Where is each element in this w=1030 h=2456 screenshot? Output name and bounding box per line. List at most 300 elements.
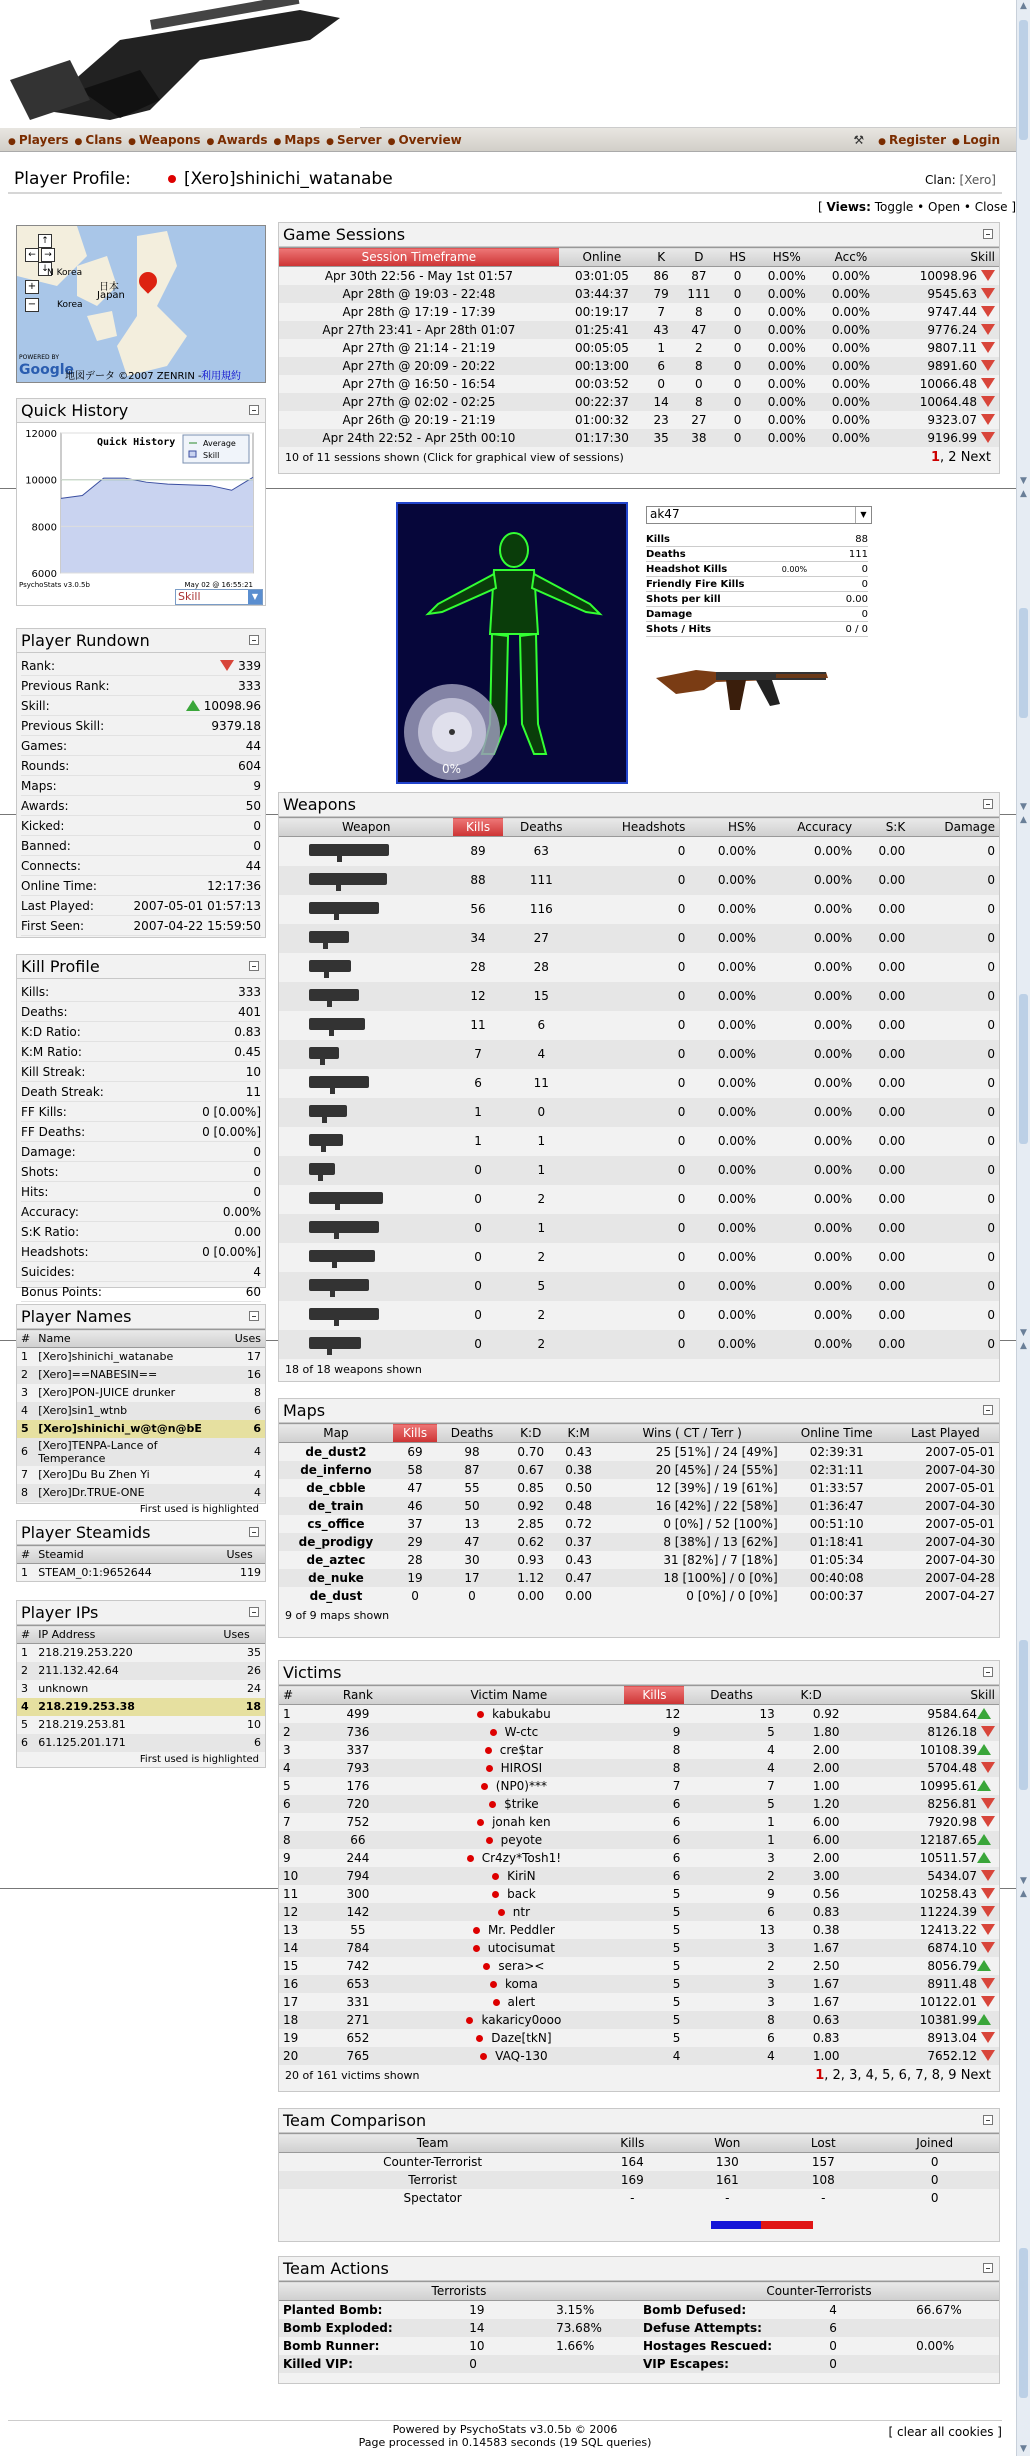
table-row[interactable]	[17, 1366, 265, 1384]
table-cell: 10	[247, 1718, 261, 1731]
weapon-cell: 0	[677, 1250, 686, 1264]
y-tick-label: 10000	[25, 475, 57, 487]
weapon-icon[interactable]	[309, 960, 351, 972]
victim-name-link[interactable]: W-ctc	[504, 1724, 539, 1739]
victims-pager[interactable]: 1, 2, 3, 4, 5, 6, 7, 8, 9 Next	[815, 2067, 991, 2083]
victim-cell: 0.83	[812, 2030, 840, 2045]
view-open-link[interactable]: Open	[928, 200, 961, 214]
column-header[interactable]: Joined	[870, 2134, 999, 2153]
victim-cell: 12187.65	[844, 1831, 999, 1849]
victim-cell: 2	[279, 1723, 322, 1741]
session-cell: 0	[733, 340, 742, 355]
map-row[interactable]	[279, 1497, 999, 1515]
victim-cell: 300	[346, 1886, 370, 1901]
victim-cell: 16	[279, 1975, 322, 1993]
t-ratio-bar	[761, 2221, 813, 2229]
kill-profile-value: 0	[253, 1185, 261, 1199]
victim-row[interactable]	[279, 1903, 999, 1921]
session-cell: 27	[691, 412, 707, 427]
victim-row[interactable]	[279, 1957, 999, 1975]
bullet-icon: ●	[128, 137, 136, 147]
column-header[interactable]: Accuracy	[760, 818, 856, 837]
victim-cell: 11224.39	[844, 1903, 999, 1921]
victim-name-link[interactable]: kakaricy0ooo	[481, 2012, 562, 2027]
column-header[interactable]: HS%	[689, 818, 760, 837]
map-cell: 0 [0%] / 52 [100%]	[663, 1516, 778, 1531]
victim-row[interactable]	[279, 1867, 999, 1885]
victim-row[interactable]	[279, 1849, 999, 1867]
victim-cell: 1	[283, 1706, 291, 1721]
session-row[interactable]	[279, 303, 999, 321]
nav-maps-link[interactable]: Maps	[284, 133, 321, 147]
nav-login-link[interactable]: Login	[962, 133, 1000, 147]
table-row[interactable]	[17, 1734, 265, 1752]
nav-register-link[interactable]: Register	[888, 133, 946, 147]
weapon-icon[interactable]	[309, 873, 387, 885]
weapon-icon[interactable]	[309, 989, 359, 1001]
weapon-icon[interactable]	[309, 902, 379, 914]
weapon-icon[interactable]	[309, 1134, 343, 1146]
victim-name-link[interactable]: sera><	[498, 1958, 545, 1973]
table-row[interactable]	[17, 1466, 265, 1484]
map-cell: 01:05:34	[809, 1552, 864, 1567]
table-cell: [Xero]PON-JUICE drunker	[38, 1386, 176, 1399]
map-name-link[interactable]: de_prodigy	[279, 1533, 393, 1551]
table-row[interactable]	[17, 1402, 265, 1420]
weapon-row[interactable]	[279, 1243, 999, 1272]
weapon-icon[interactable]	[309, 1105, 347, 1117]
session-row[interactable]	[279, 357, 999, 375]
session-cell: 7	[657, 304, 665, 319]
victim-row[interactable]	[279, 1975, 999, 1993]
rundown-value: 12:17:36	[207, 879, 261, 893]
table-row[interactable]	[17, 1564, 265, 1582]
map-name-link[interactable]: de_inferno	[279, 1461, 393, 1479]
table-row[interactable]	[17, 1698, 265, 1716]
table-cell: STEAM_0:1:9652644	[38, 1566, 152, 1580]
column-header[interactable]: Victim Name	[393, 1686, 624, 1705]
weapon-row[interactable]	[279, 1011, 999, 1040]
weapon-row[interactable]	[279, 1098, 999, 1127]
weapon-icon[interactable]	[309, 1337, 361, 1349]
victim-cell: 793	[322, 1759, 393, 1777]
view-close-link[interactable]: Close	[974, 200, 1008, 214]
weapon-row[interactable]	[279, 1156, 999, 1185]
weapon-cell: 0	[453, 1214, 502, 1243]
victim-name-link[interactable]: alert	[507, 1994, 536, 2009]
weapon-cell: 0.00%	[717, 960, 756, 974]
victim-row[interactable]	[279, 1885, 999, 1903]
victim-row[interactable]	[279, 1777, 999, 1795]
weapon-cell: 0	[580, 924, 689, 953]
tools-icon[interactable]: ⚒	[853, 133, 865, 147]
weapon-icon-cell	[279, 953, 453, 982]
victim-cell: 6.00	[779, 1831, 844, 1849]
sessions-graph-link[interactable]: 10 of 11 sessions shown (Click for graphical view of sessions)	[285, 450, 624, 464]
victim-cell: 8911.48	[844, 1975, 999, 1993]
session-cell: 1	[657, 340, 665, 355]
session-row[interactable]	[279, 321, 999, 339]
column-header[interactable]: HS%	[755, 248, 819, 267]
victim-name-link[interactable]: Daze[tkN]	[491, 2030, 552, 2045]
victim-name-link[interactable]: utocisumat	[487, 1940, 555, 1955]
column-header[interactable]: Weapon	[279, 818, 453, 837]
weapon-icon[interactable]	[309, 1221, 379, 1233]
victim-cell: 3	[684, 1975, 778, 1993]
weapon-row[interactable]	[279, 1069, 999, 1098]
map-row[interactable]	[279, 1587, 999, 1605]
weapon-row[interactable]	[279, 1330, 999, 1359]
map-name-link[interactable]: de_cbble	[306, 1480, 366, 1495]
victim-cell: 794	[322, 1867, 393, 1885]
column-header[interactable]: Headshots	[580, 818, 689, 837]
weapon-cell: 0	[987, 902, 995, 916]
weapon-row[interactable]	[279, 1127, 999, 1156]
team-comparison-title: Team Comparison	[283, 2111, 427, 2130]
map-zoom-controls[interactable]: ↑ ← → ↓ + −	[25, 234, 65, 312]
map-row[interactable]	[279, 1515, 999, 1533]
map-name-link[interactable]: de_aztec	[306, 1552, 366, 1567]
victim-cell: 18	[279, 2011, 322, 2029]
rundown-row	[21, 696, 261, 716]
weapon-icon[interactable]	[309, 1279, 369, 1291]
column-header[interactable]: K:M	[555, 1424, 603, 1443]
victim-cell: 7	[672, 1778, 681, 1793]
victim-row[interactable]	[279, 1741, 999, 1759]
map-name-link[interactable]: cs_office	[307, 1516, 365, 1531]
collapse-icon[interactable]	[249, 1607, 259, 1617]
sessions-pager[interactable]: 1, 2 Next	[930, 449, 991, 465]
column-header[interactable]: Online	[559, 248, 645, 267]
team-row	[279, 2153, 999, 2171]
weapon-cell: 0.00%	[813, 902, 853, 916]
column-header[interactable]: Damage	[909, 818, 999, 837]
collapse-icon[interactable]	[983, 2115, 993, 2125]
weapon-icon[interactable]	[309, 1308, 379, 1320]
scrollbar-4[interactable]: ▲ ▼	[1016, 1340, 1030, 1888]
victim-row[interactable]	[279, 2047, 999, 2065]
victim-name-link[interactable]: $trike	[504, 1796, 539, 1811]
victim-cell: 5	[672, 1958, 681, 1973]
weapon-icon[interactable]	[309, 1018, 365, 1030]
session-row[interactable]	[279, 267, 999, 285]
map-name-link[interactable]: de_dust	[309, 1588, 363, 1603]
victim-name-link[interactable]: cre$tar	[499, 1742, 544, 1757]
weapon-cell: 1	[474, 1134, 482, 1148]
collapse-icon[interactable]	[249, 1311, 259, 1321]
column-header[interactable]: #	[279, 1686, 322, 1705]
victim-row[interactable]	[279, 1831, 999, 1849]
map-cell: 0.43	[565, 1444, 592, 1459]
collapse-icon[interactable]	[983, 2263, 993, 2273]
weapon-cell: 0.00	[856, 1040, 909, 1069]
column-header[interactable]: S:K	[856, 818, 909, 837]
collapse-icon[interactable]	[249, 405, 259, 415]
nav-players-link[interactable]: Players	[18, 133, 69, 147]
weapon-icon[interactable]	[309, 844, 389, 856]
column-header[interactable]: Skill	[844, 1686, 999, 1705]
weapon-cell: 0.00%	[689, 924, 760, 953]
map-row[interactable]	[279, 1461, 999, 1479]
nav-server-link[interactable]: Server	[337, 133, 382, 147]
kill-profile-value: 60	[245, 1285, 261, 1299]
column-header[interactable]: Team	[279, 2134, 586, 2153]
victim-cell: 5	[624, 1903, 684, 1921]
country-flag-icon	[473, 1927, 480, 1934]
victim-row[interactable]	[279, 1723, 999, 1741]
victim-name-link[interactable]: HIROSI	[500, 1760, 543, 1775]
victim-name-link[interactable]: kabukabu	[492, 1706, 551, 1721]
weapon-icon[interactable]	[309, 1250, 375, 1262]
collapse-icon[interactable]	[249, 1527, 259, 1537]
weapon-row[interactable]	[279, 1185, 999, 1214]
weapon-row[interactable]	[279, 1272, 999, 1301]
weapon-icon[interactable]	[309, 1192, 383, 1204]
map-terms-link[interactable]: 利用規約	[201, 371, 241, 382]
hitbox-viewer[interactable]	[396, 502, 628, 784]
collapse-icon[interactable]	[983, 229, 993, 239]
victim-cell: 11	[283, 1886, 299, 1901]
bullet-icon: ●	[8, 137, 16, 147]
victim-name-link[interactable]: Cr4zy*Tosh1!	[481, 1850, 562, 1865]
weapon-icon[interactable]	[309, 1163, 335, 1175]
kill-profile-value: 0.45	[234, 1045, 261, 1059]
victim-row[interactable]	[279, 1813, 999, 1831]
rundown-row	[21, 916, 261, 936]
arrow-down-icon	[981, 1870, 995, 1881]
victim-name-link[interactable]: VAQ-130	[495, 2048, 548, 2063]
column-header[interactable]: Last Played	[892, 1424, 999, 1443]
weapon-row[interactable]	[279, 837, 999, 866]
victim-row[interactable]	[279, 1939, 999, 1957]
session-cell: 0.00%	[819, 285, 883, 303]
map-row[interactable]	[279, 1569, 999, 1587]
weapon-row[interactable]	[279, 895, 999, 924]
victim-name-link[interactable]: back	[507, 1886, 536, 1901]
victim-row[interactable]	[279, 1705, 999, 1723]
map-cell: 0.50	[565, 1480, 592, 1495]
hitbox-figure	[398, 504, 628, 784]
collapse-icon[interactable]	[983, 1667, 993, 1677]
map-cell: 2007-04-28	[892, 1569, 999, 1587]
weapons-table	[279, 817, 999, 1359]
kill-profile-row	[21, 1142, 261, 1162]
weapon-icon[interactable]	[309, 931, 349, 943]
weapon-icon-cell	[279, 982, 453, 1011]
table-row[interactable]	[17, 1348, 265, 1366]
session-cell: 8	[677, 393, 720, 411]
column-header[interactable]: Kills	[453, 818, 502, 837]
clear-cookies-link[interactable]: [ clear all cookies ]	[888, 2425, 1002, 2439]
kill-profile-value: 10	[245, 1065, 261, 1079]
column-header[interactable]: Lost	[776, 2134, 870, 2153]
victim-cell: 12413.22	[844, 1921, 999, 1939]
victim-cell: 13	[283, 1922, 299, 1937]
column-header[interactable]: Skill	[883, 248, 999, 267]
skill-select[interactable]: Skill ▼	[175, 589, 263, 605]
weapon-row[interactable]	[279, 982, 999, 1011]
weapon-stat-value: 0	[861, 609, 868, 620]
map-row[interactable]	[279, 1443, 999, 1461]
kill-profile-row	[21, 1022, 261, 1042]
weapon-row[interactable]	[279, 1214, 999, 1243]
bullet-icon: ●	[273, 137, 282, 147]
collapse-icon[interactable]	[249, 635, 259, 645]
victim-row[interactable]	[279, 1921, 999, 1939]
column-header[interactable]: D	[677, 248, 720, 267]
y-tick-label: 12000	[25, 429, 57, 440]
nav-weapons-link[interactable]: Weapons	[138, 133, 201, 147]
rundown-value: 0	[253, 819, 261, 833]
victim-cell: 3.00	[779, 1867, 844, 1885]
victim-name-link[interactable]: peyote	[500, 1832, 543, 1847]
table-row[interactable]	[17, 1644, 265, 1662]
map-row[interactable]	[279, 1551, 999, 1569]
scrollbar-3[interactable]: ▲ ▼	[1016, 814, 1030, 1340]
nav-clans-link[interactable]: Clans	[85, 133, 123, 147]
clan-link[interactable]: [Xero]	[959, 173, 996, 187]
maps-table	[279, 1423, 999, 1605]
victim-row[interactable]	[279, 2011, 999, 2029]
table-row[interactable]	[17, 1438, 265, 1466]
team-ratio-bar	[711, 2221, 813, 2229]
column-header[interactable]: Kills	[624, 1686, 684, 1705]
table-row[interactable]	[17, 1484, 265, 1502]
victim-cell: 6874.10	[844, 1939, 999, 1957]
rundown-title: Player Rundown	[21, 631, 150, 650]
column-header[interactable]: K:D	[779, 1686, 844, 1705]
column-header[interactable]: Map	[279, 1424, 393, 1443]
map-row[interactable]	[279, 1533, 999, 1551]
victim-cell: 20	[279, 2047, 322, 2065]
victim-cell: 0.83	[779, 1903, 844, 1921]
map-widget[interactable]	[16, 225, 266, 383]
table-row[interactable]	[17, 1420, 265, 1438]
victim-name-link[interactable]: jonah ken	[492, 1814, 551, 1829]
player-steamids-panel: Player Steamids # Steamid Uses 1 STEAM_0:1:9652644 119	[16, 1520, 266, 1582]
collapse-icon[interactable]	[983, 799, 993, 809]
nav-overview-link[interactable]: Overview	[398, 133, 462, 147]
quick-history-title: Quick History	[21, 401, 129, 420]
session-row[interactable]	[279, 285, 999, 303]
map-cell: 0.93	[517, 1552, 545, 1567]
map-cell: 0.47	[555, 1569, 603, 1587]
rundown-label: First Seen:	[21, 919, 85, 933]
victim-row[interactable]	[279, 2029, 999, 2047]
table-cell: 7	[21, 1468, 28, 1481]
nav-awards-link[interactable]: Awards	[217, 133, 268, 147]
scrollbar-1[interactable]: ▲ ▼	[1016, 0, 1030, 488]
column-header[interactable]: Kills	[393, 1424, 437, 1443]
weapon-icon[interactable]	[309, 1047, 339, 1059]
column-header[interactable]: Rank	[322, 1686, 393, 1705]
weapon-row[interactable]	[279, 924, 999, 953]
table-cell: 4	[231, 1438, 265, 1466]
map-label: Korea	[57, 300, 83, 310]
map-name-link[interactable]: de_train	[279, 1497, 393, 1515]
column-header[interactable]: Wins ( CT / Terr )	[603, 1424, 782, 1443]
column-header[interactable]: K	[645, 248, 677, 267]
page-footer	[8, 2420, 1002, 2452]
arrow-down-icon	[220, 660, 234, 671]
scrollbar-5[interactable]: ▲ ▼	[1016, 1888, 1030, 2456]
table-row[interactable]	[17, 1716, 265, 1734]
weapon-row[interactable]	[279, 1301, 999, 1330]
session-row[interactable]	[279, 429, 999, 447]
kill-profile-row	[21, 1202, 261, 1222]
session-cell: 03:01:05	[574, 268, 629, 283]
weapon-select[interactable]: ak47 ▼	[646, 506, 872, 524]
map-cell: 25 [51%] / 24 [49%]	[655, 1444, 778, 1459]
team-action-cell: VIP Escapes:	[639, 2355, 825, 2373]
victim-name-link[interactable]: ntr	[512, 1904, 531, 1919]
victim-name-link[interactable]: KiriN	[507, 1868, 536, 1883]
map-name-link[interactable]: de_nuke	[279, 1569, 393, 1587]
weapon-row[interactable]	[279, 866, 999, 895]
collapse-icon[interactable]	[249, 961, 259, 971]
victim-row[interactable]	[279, 1795, 999, 1813]
column-header[interactable]: Deaths	[437, 1424, 507, 1443]
table-row[interactable]	[17, 1680, 265, 1698]
weapon-icon[interactable]	[309, 1076, 369, 1088]
session-row[interactable]	[279, 411, 999, 429]
session-row[interactable]	[279, 339, 999, 357]
weapon-cell: 89	[470, 844, 486, 859]
victim-cell: 765	[322, 2047, 393, 2065]
weapon-row[interactable]	[279, 953, 999, 982]
column-header[interactable]: Kills	[586, 2134, 678, 2153]
weapon-row[interactable]	[279, 1040, 999, 1069]
session-cell: 0.00%	[819, 429, 883, 447]
victim-row[interactable]	[279, 1993, 999, 2011]
collapse-icon[interactable]	[983, 1405, 993, 1415]
column-header[interactable]: Online Time	[782, 1424, 892, 1443]
arrow-down-icon	[981, 1762, 995, 1773]
scrollbar-2[interactable]: ▲ ▼	[1016, 488, 1030, 814]
team-action-cell: Planted Bomb:	[283, 2302, 383, 2317]
map-cell: 0.70	[517, 1444, 545, 1459]
arrow-down-icon	[981, 1816, 995, 1827]
victim-name-link[interactable]: koma	[504, 1976, 538, 1991]
session-row[interactable]	[279, 393, 999, 411]
arrow-down-icon	[981, 1726, 995, 1737]
column-header[interactable]: Deaths	[684, 1686, 778, 1705]
table-row[interactable]	[17, 1384, 265, 1402]
column-header[interactable]: HS	[720, 248, 754, 267]
kill-profile-row	[21, 1242, 261, 1262]
column-header[interactable]: K:D	[507, 1424, 555, 1443]
victim-name-link[interactable]: (NP0)***	[495, 1778, 547, 1793]
column-header[interactable]: Won	[678, 2134, 776, 2153]
victim-name-link[interactable]: Mr. Peddler	[487, 1922, 555, 1937]
map-name-link[interactable]: de_dust2	[305, 1444, 367, 1459]
victim-row[interactable]	[279, 1759, 999, 1777]
map-cell: 30	[464, 1552, 480, 1567]
map-row[interactable]	[279, 1479, 999, 1497]
session-cell: 10098.96	[883, 267, 999, 285]
quick-history-panel	[16, 398, 266, 606]
column-header[interactable]: Deaths	[503, 818, 580, 837]
bullet-icon: ●	[952, 137, 960, 147]
view-toggle-link[interactable]: Toggle	[874, 200, 914, 214]
column-header[interactable]: Acc%	[819, 248, 883, 267]
weapon-cell: 0	[987, 1250, 995, 1264]
map-cell: 0	[468, 1588, 476, 1603]
session-row[interactable]	[279, 375, 999, 393]
rundown-value: 333	[238, 679, 261, 693]
column-header[interactable]: Session Timeframe	[279, 248, 559, 267]
table-row[interactable]	[17, 1662, 265, 1680]
